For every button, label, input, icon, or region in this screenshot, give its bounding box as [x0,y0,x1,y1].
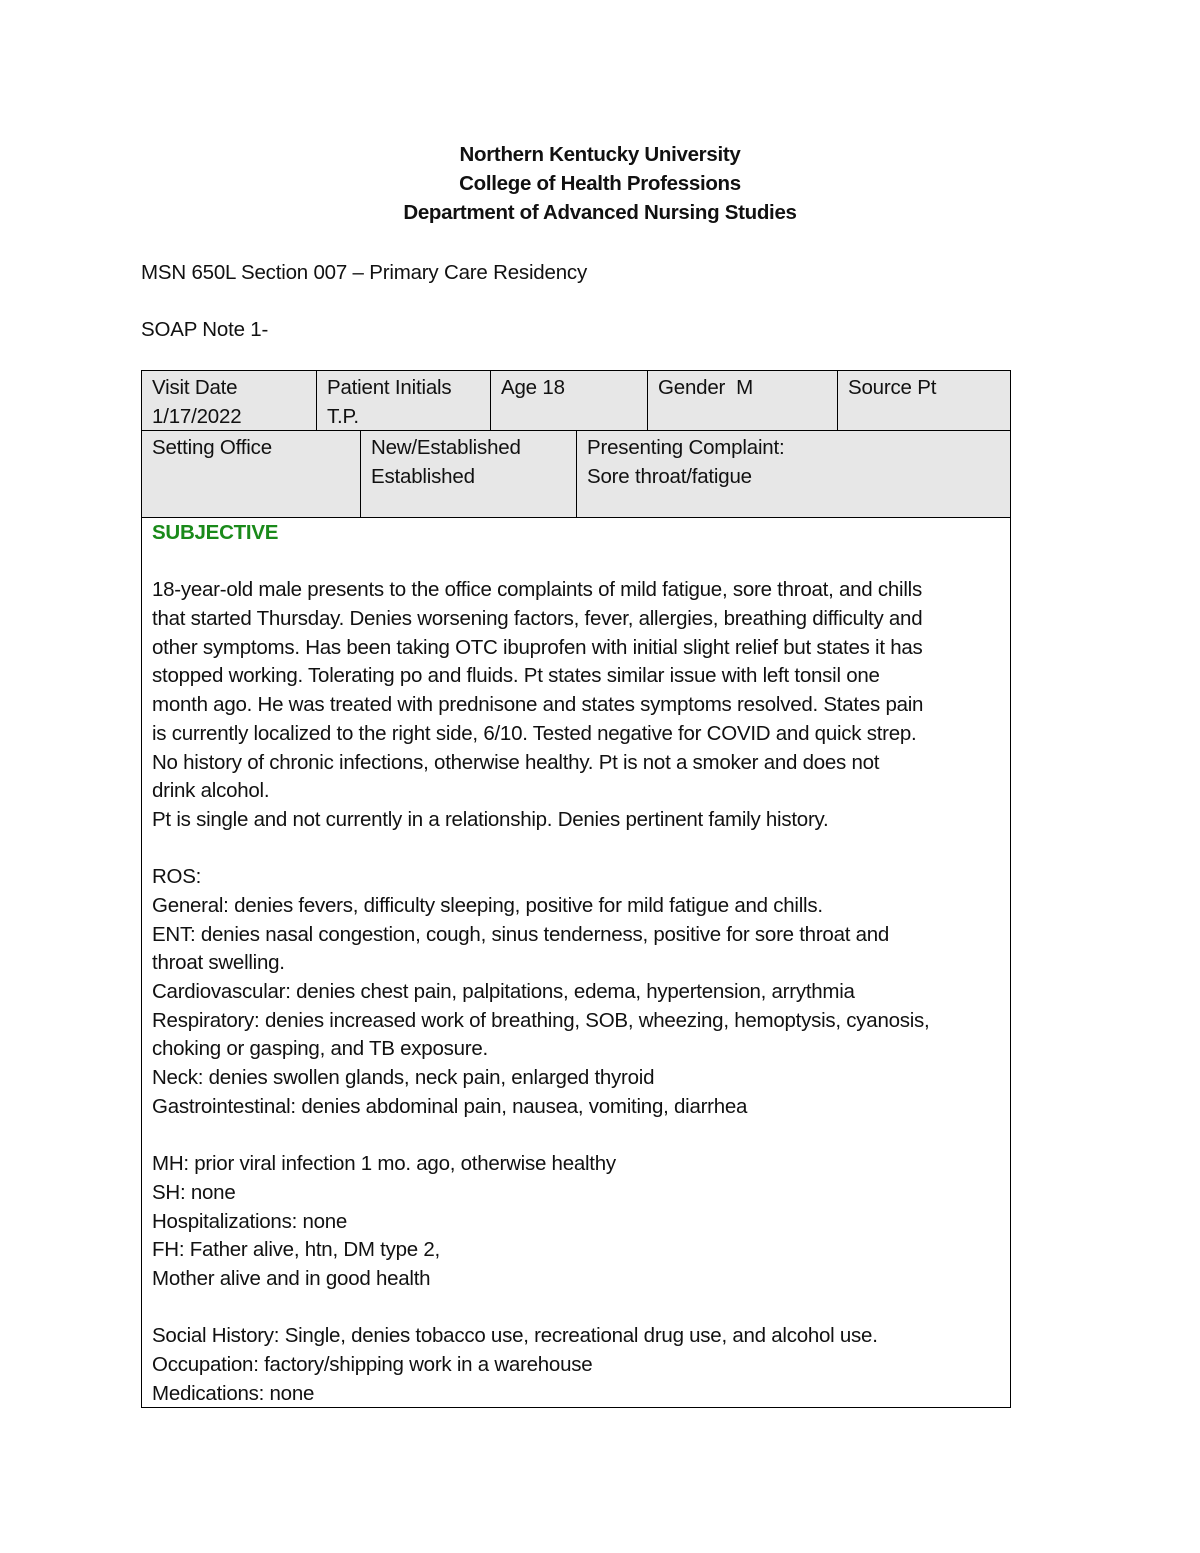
history-line: Mother alive and in good health [152,1266,431,1290]
history-section [152,1150,1002,1293]
setting-cell [142,431,360,517]
hpi-line: No history of chronic infections, otherwise healthy. Pt is not a smoker and does not [152,750,880,774]
ros-line: Respiratory: denies increased work of breathing, SOB, wheezing, hemoptysis, cyanosis, [152,1008,930,1032]
social-line: Social History: Single, denies tobacco use, recreational drug use, and alcohol use. [152,1324,878,1348]
ros-line: throat swelling. [152,951,285,975]
complaint-label: Presenting Complaint: [587,436,785,459]
hpi-line: month ago. He was treated with prednisone and states symptoms resolved. States pain [152,693,924,717]
college-name: College of Health Professions [459,172,741,195]
hpi-paragraph [152,576,1002,834]
hpi-line: other symptoms. Has been taking OTC ibuprofen with initial slight relief but states it has [152,635,923,659]
complaint-cell [576,431,1011,517]
hpi-line: 18-year-old male presents to the office complaints of mild fatigue, sore throat, and chills [152,578,922,602]
hpi-line: Pt is single and not currently in a relationship. Denies pertinent family history. [152,807,829,831]
ros-line: Gastrointestinal: denies abdominal pain, nausea, vomiting, diarrhea [152,1094,748,1118]
document-header [0,140,1200,227]
age-cell [490,371,647,430]
gender-cell [647,371,837,430]
hpi-line: drink alcohol. [152,779,270,803]
subjective-section [152,519,1002,1408]
patient-info-row [142,371,1010,431]
ros-line: ENT: denies nasal congestion, cough, sinus tenderness, positive for sore throat and [152,922,890,946]
ros-line: Neck: denies swollen glands, neck pain, enlarged thyroid [152,1066,655,1090]
visit-date-cell [142,371,316,430]
social-line: Medications: none [152,1381,315,1405]
ros-line: choking or gasping, and TB exposure. [152,1037,488,1061]
ros-line: Cardiovascular: denies chest pain, palpitations, edema, hypertension, arrythmia [152,980,855,1003]
source-value: Source Pt [848,376,937,399]
ros-line: General: denies fevers, difficulty sleeping, positive for mild fatigue and chills. [152,893,823,917]
age-value: Age 18 [501,376,565,399]
note-title: SOAP Note 1- [141,318,269,341]
new-established-cell [360,431,576,517]
history-line: SH: none [152,1180,236,1204]
source-cell [837,371,1011,430]
complaint-value: Sore throat/fatigue [587,464,752,488]
history-line: MH: prior viral infection 1 mo. ago, otherwise healthy [152,1152,616,1176]
new-established-value: Established [371,464,475,488]
social-section [152,1322,1002,1408]
patient-initials-label: Patient Initials [327,376,452,399]
social-line: Occupation: factory/shipping work in a warehouse [152,1352,593,1376]
hpi-line: stopped working. Tolerating po and fluids. Pt states similar issue with left tonsil one [152,664,880,688]
patient-initials-cell [316,371,490,430]
history-line: Hospitalizations: none [152,1209,348,1233]
visit-info-row [142,431,1010,518]
soap-note-table [141,370,1011,1408]
visit-date-value: 1/17/2022 [152,404,242,428]
course-title: MSN 650L Section 007 – Primary Care Residency [141,261,588,284]
ros-section [152,863,1002,1121]
ros-line: ROS: [152,865,202,889]
visit-date-label: Visit Date [152,376,238,399]
subjective-heading: SUBJECTIVE [152,521,279,544]
university-name: Northern Kentucky University [459,143,741,166]
new-established-label: New/Established [371,436,521,459]
hpi-line: that started Thursday. Denies worsening factors, fever, allergies, breathing difficulty and [152,607,923,631]
history-line: FH: Father alive, htn, DM type 2, [152,1238,440,1262]
setting-value: Setting Office [152,436,272,459]
department-name: Department of Advanced Nursing Studies [403,201,797,224]
hpi-line: is currently localized to the right side, 6/10. Tested negative for COVID and quick strep. [152,721,917,745]
gender-value: Gender M [658,376,754,399]
patient-initials-value: T.P. [327,404,359,428]
